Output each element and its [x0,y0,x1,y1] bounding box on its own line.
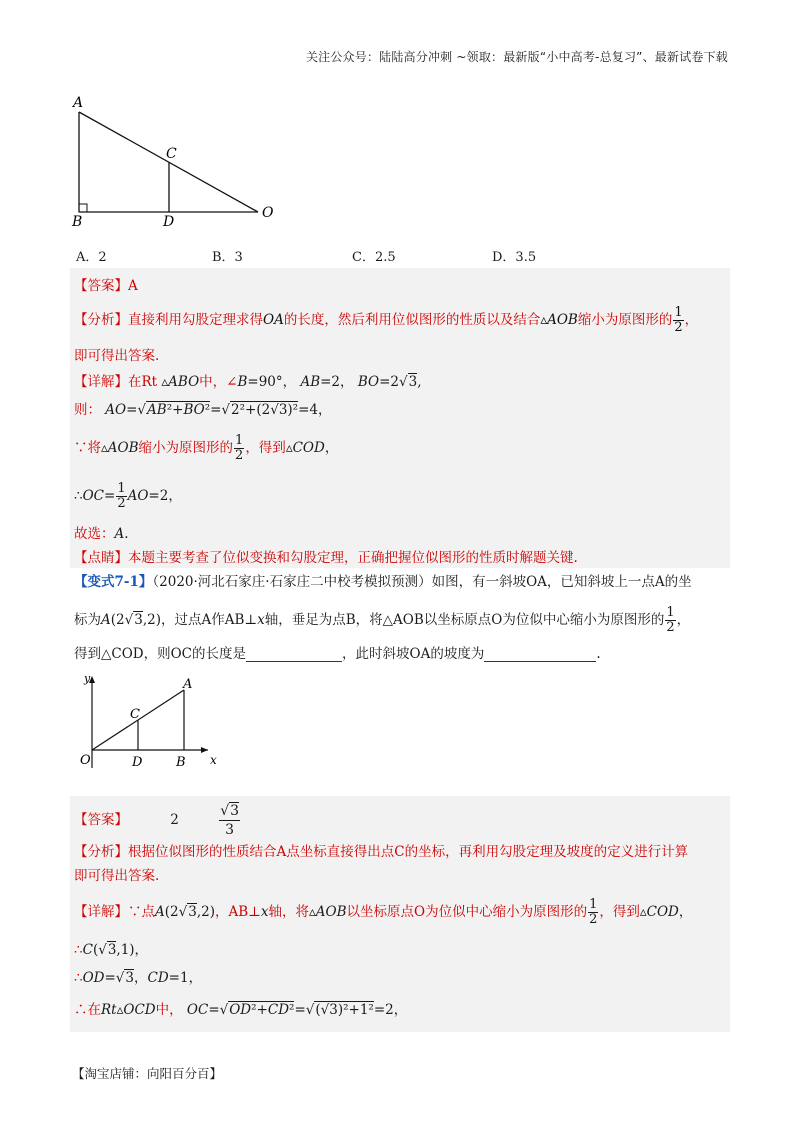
page-footer: 【淘宝店铺：向阳百分百】 [72,1066,223,1081]
point-a-label: A [183,677,193,692]
label-c: C [166,146,177,162]
origin-label: O [80,753,91,768]
analysis-line: 【分析】直接利用勾股定理求得OA的长度，然后利用位似图形的性质以及结合▵AOB缩小为原图形的 $\frac{1}{2}$ ， [74,305,699,335]
formula-line-1: 则： AO=√AB²+BO²=√2²+(2√3)²=4， [74,402,332,418]
label-o: O [262,205,274,221]
detail-line: 【详解】在Rt ▵ABO中，∠B=90°， AB=2， BO=2√3, [74,374,422,390]
variant-line-1: 【变式7-1】（2020·河北石家庄·石家庄二中校考模拟预测）如图，有一斜坡OA，已知斜坡上一点A的坐 [74,574,692,590]
label-a: A [73,95,84,111]
variant-line-2: 标为A(2√3,2)，过点A作AB⊥x轴，垂足为点B，将△AOB以坐标原点O为位似中心缩小为原图形的 $\frac{1}{2}$ ， [74,605,691,635]
od-cd-line: ∴OD=√3，CD=1， [74,970,203,986]
analysis2-line-1: 【分析】根据位似图形的性质结合A点坐标直接得出点C的坐标，再利用勾股定理及坡度的定义进行计算 [74,844,689,860]
blank-oc[interactable] [246,647,342,662]
answer2-line: 【答案】 2 $\frac{√3}{3}$ [74,803,240,838]
label-d: D [163,214,175,230]
because-line: ∵将▵AOB缩小为原图形的 $\frac{1}{2}$ ，得到▵COD， [74,433,339,463]
analysis2-line-2: 即可得出答案. [74,868,160,884]
answer-options [76,246,596,264]
oc-formula-line: ∴在Rt▵OCD中， OC=√OD²+CD²=√(√3)²+1²=2， [74,1002,408,1018]
slope-figure [70,672,230,772]
triangle-figure [70,90,290,230]
choose-line: 故选：A. [74,526,129,542]
variant-line-3: 得到△COD，则OC的长度是 ，此时斜坡OA的坡度为 . [74,646,601,662]
therefore-line: ∴OC= $\frac{1}{2}$ AO=2， [74,481,182,511]
option-d: D．3.5 [492,250,537,265]
label-b: B [72,214,83,230]
point-c-label: C [130,707,140,722]
point-d-label: D [132,755,143,770]
analysis-line-2: 即可得出答案. [74,348,160,364]
axis-y-label: y [84,672,91,685]
option-c: C．2.5 [352,250,396,265]
point-b-label: B [176,755,186,770]
option-a: A．2 [76,250,107,265]
point-c-line: ∴C(√3,1)， [74,942,149,958]
answer-line: 【答案】A [74,278,138,294]
detail2-line: 【详解】∵点A(2√3,2)，AB⊥x轴，将▵AOB以坐标原点O为位似中心缩小为原图形的 $\frac{1}{2}$ ，得到▵COD， [74,897,693,927]
blank-slope[interactable] [484,647,596,662]
option-b: B．3 [212,250,243,265]
axis-x-label: x [210,753,217,767]
page-header: 关注公众号：陆陆高分冲刺 ~领取：最新版“小中高考-总复习”、最新试卷下载 [305,50,728,64]
comment-line: 【点睛】本题主要考查了位似变换和勾股定理，正确把握位似图形的性质时解题关键. [74,550,578,566]
